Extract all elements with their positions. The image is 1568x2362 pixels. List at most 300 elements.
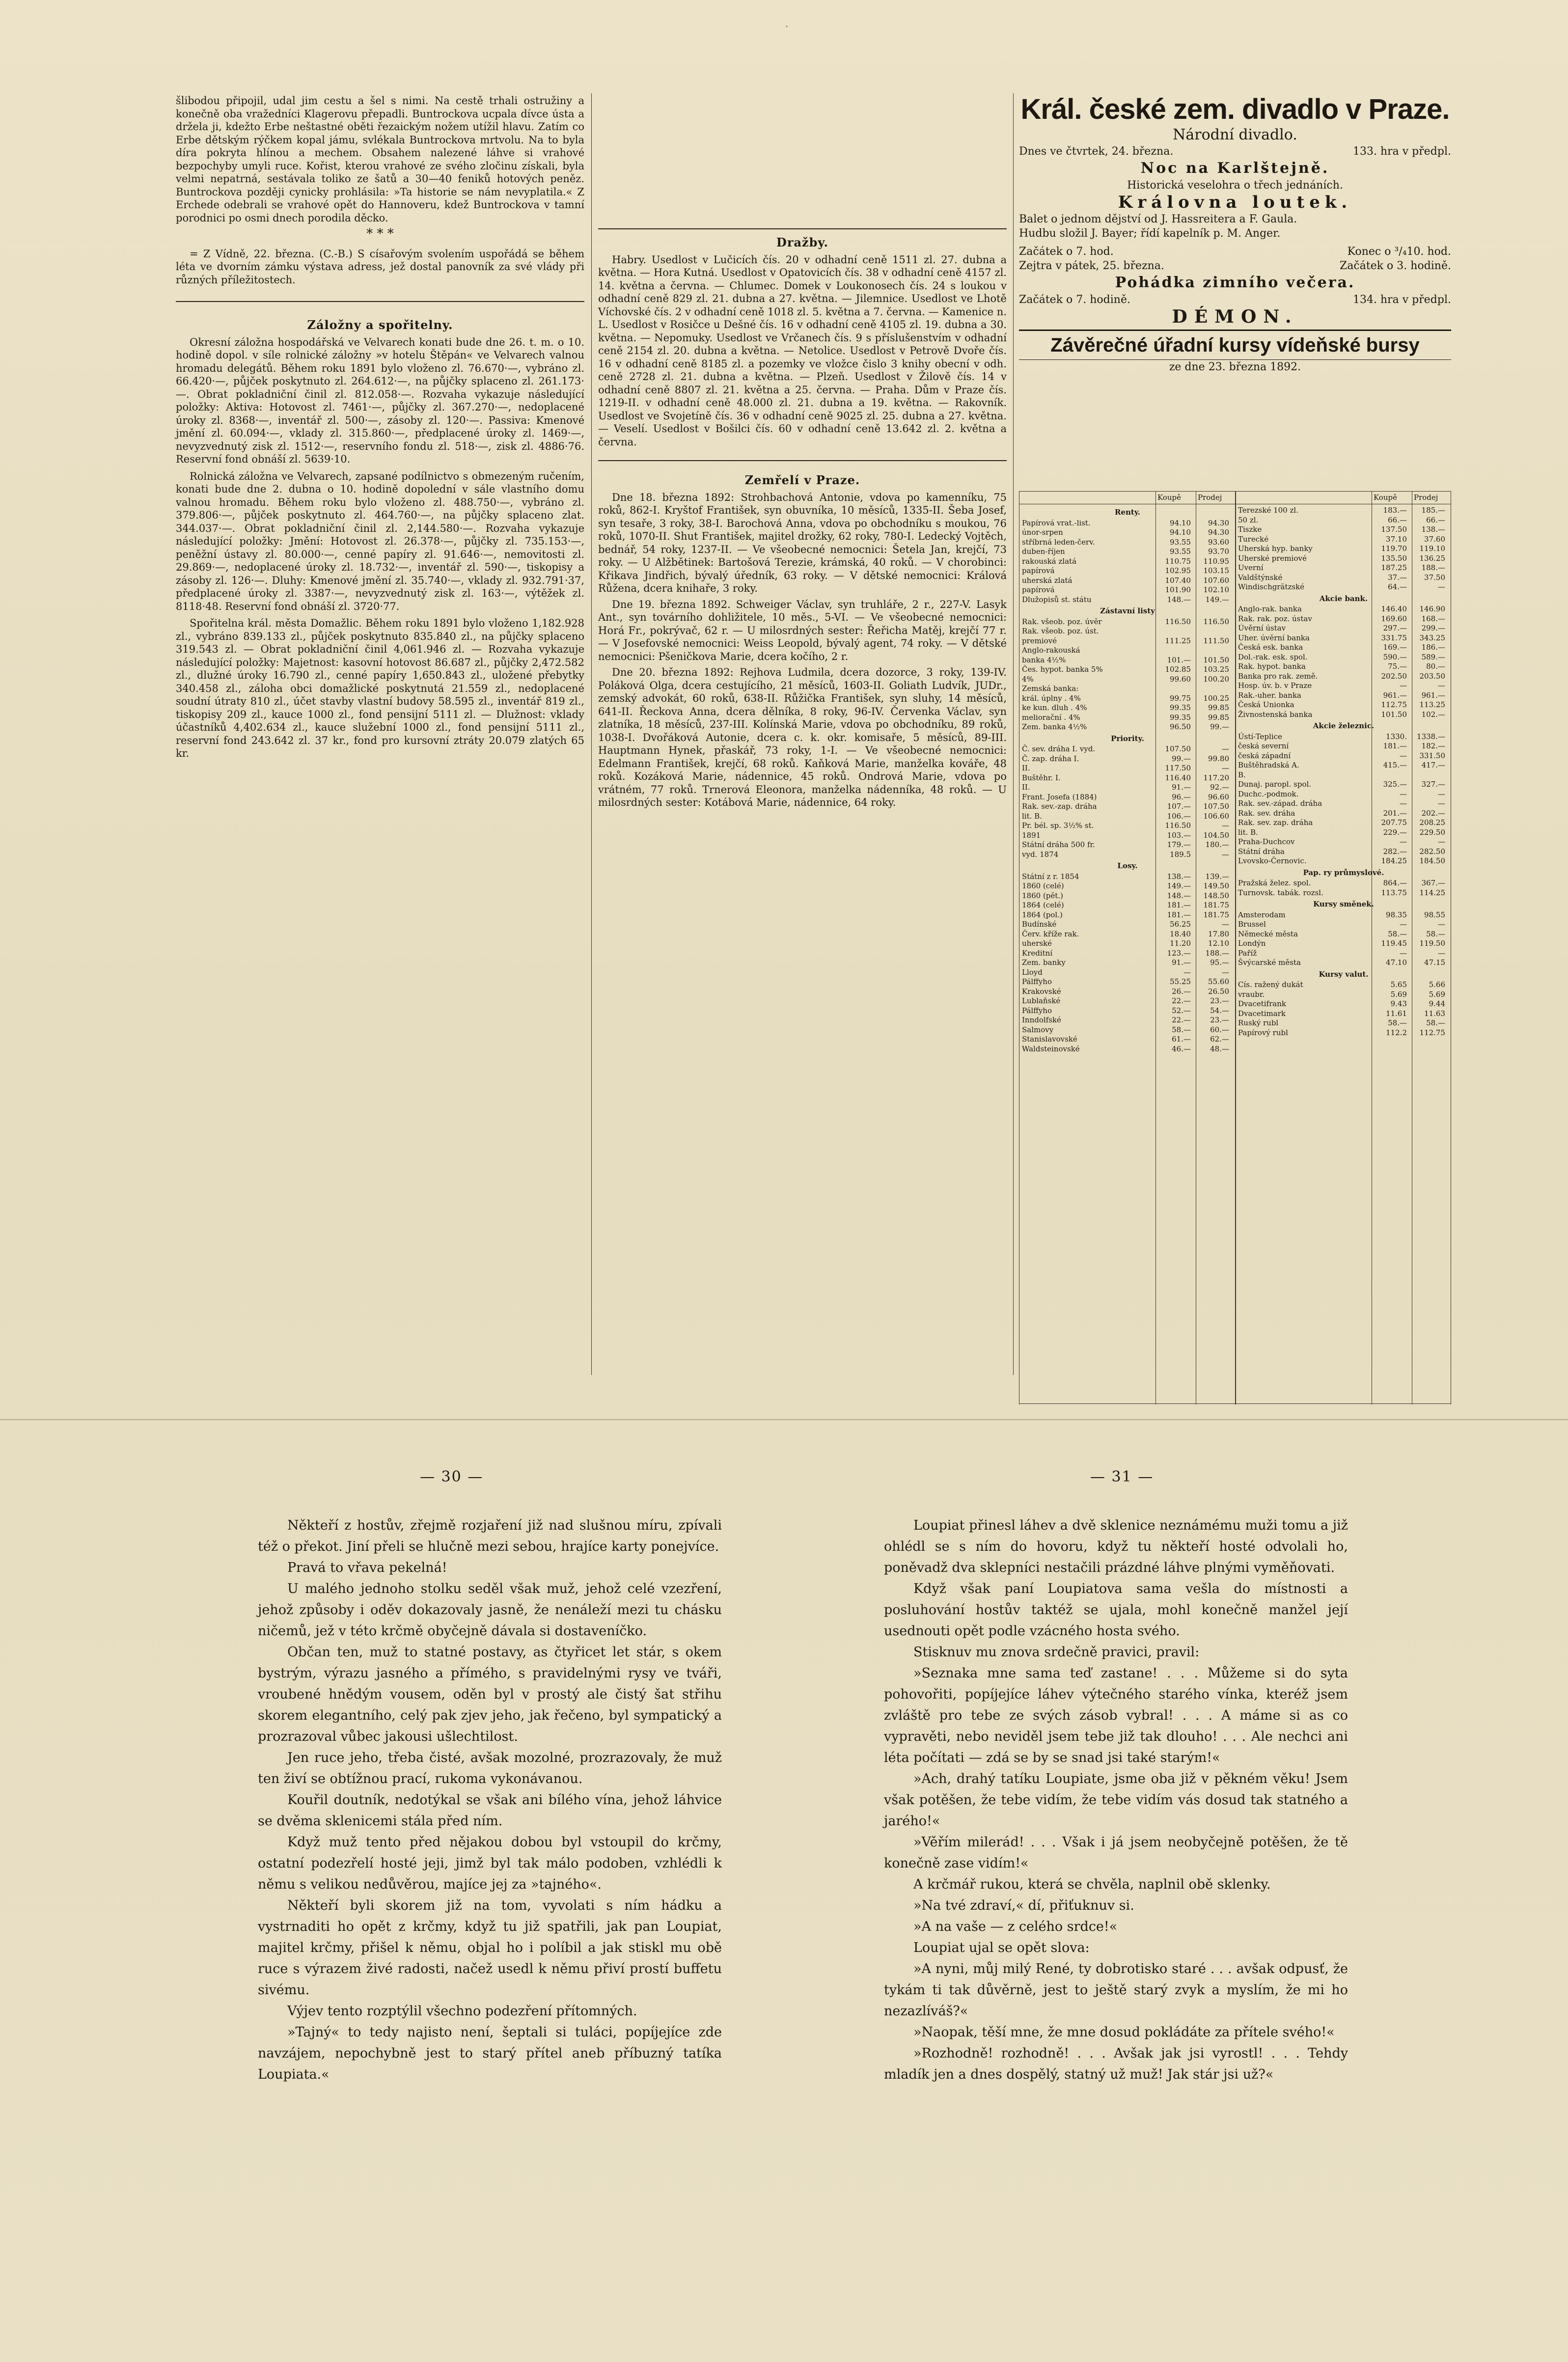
buy-price: 58.— — [1388, 1018, 1407, 1027]
buy-price: — — [1400, 789, 1407, 798]
bourse-row — [1022, 656, 1233, 665]
buy-price: 181.— — [1167, 901, 1191, 909]
sell-price: — — [1222, 850, 1229, 859]
sell-price: — — [1438, 681, 1445, 690]
buy-price: 26.— — [1172, 987, 1191, 996]
bourse-row — [1022, 977, 1233, 987]
sell-price: — — [1438, 948, 1445, 958]
sell-price: 96.60 — [1208, 792, 1229, 801]
bourse-row — [1238, 614, 1449, 624]
sell-price: 11.63 — [1424, 1009, 1445, 1018]
sell-price: — — [1222, 764, 1229, 772]
security-name: meliorační . 4% — [1022, 713, 1080, 722]
security-name: Uherská hyp. banky — [1238, 544, 1313, 553]
security-name: vraubr. — [1238, 989, 1265, 999]
bourse-row — [1022, 802, 1233, 812]
story-right-page — [884, 1515, 1348, 2085]
story-paragraph: Když však paní Loupiatova sama vešla do místnosti a posluhování hostův taktéž se ujala, mohl konečně manžel její usednouti opět podle vzácného hosta svého. — [884, 1581, 1348, 1639]
section-separator: * * * — [366, 226, 394, 241]
buy-price: 55.25 — [1170, 977, 1191, 986]
bourse-section-heading: Akcie bank. — [1319, 594, 1368, 603]
buy-price: 99.35 — [1170, 713, 1191, 722]
sell-price: 60.— — [1210, 1025, 1229, 1034]
buy-price: 111.25 — [1165, 636, 1191, 645]
buy-price: 184.25 — [1381, 856, 1407, 865]
bourse-row — [1238, 888, 1449, 898]
security-name: Terezské 100 zl. — [1238, 506, 1298, 515]
security-name: Amsterodam — [1238, 910, 1286, 919]
security-name: lit. B. — [1022, 811, 1042, 821]
sell-price: 299.— — [1421, 624, 1445, 632]
buy-price: 135.50 — [1381, 553, 1407, 563]
play-description-2b: Hudbu složil J. Bayer; řídí kapelník p. M. Anger. — [1019, 227, 1281, 240]
buy-price: 61.— — [1172, 1035, 1191, 1044]
sell-price: 186.— — [1421, 643, 1445, 652]
security-name: Uherské premiové — [1238, 553, 1307, 563]
security-name: Rak. sev.-západ. dráha — [1238, 799, 1322, 808]
divider — [598, 228, 1007, 229]
bourse-row — [1022, 557, 1233, 567]
sell-price — [1191, 646, 1229, 656]
bourse-row — [1022, 850, 1233, 860]
evening-start: Začátek o 7. hodině. — [1019, 294, 1130, 306]
theatre-subtitle: Národní divadlo. — [1173, 126, 1297, 143]
buy-price: 93.55 — [1170, 547, 1191, 556]
bourse-row — [1238, 751, 1449, 761]
bourse-row — [1022, 939, 1233, 949]
security-name: Rak. všeob. poz. úvěr — [1022, 617, 1102, 626]
security-name: 50 zl. — [1238, 515, 1259, 524]
performance-number-2: 134. hra v předpl. — [1352, 294, 1451, 306]
divider — [176, 301, 584, 302]
buy-price: 202.50 — [1381, 671, 1407, 681]
bourse-row — [1022, 773, 1233, 783]
sell-price: 62.— — [1210, 1035, 1229, 1044]
bourse-row — [1022, 996, 1233, 1006]
bourse-row — [1238, 856, 1449, 866]
sell-price: 9.44 — [1429, 999, 1445, 1008]
sell-price: — — [1222, 967, 1229, 977]
security-name: Zem. banka 4½% — [1022, 722, 1087, 731]
sell-price: 58.— — [1426, 1018, 1445, 1027]
sell-price: 188.— — [1421, 563, 1445, 572]
bourse-row — [1238, 1018, 1449, 1028]
security-name: Živnostenská banka — [1238, 710, 1313, 719]
buy-price: 590.— — [1383, 652, 1407, 661]
security-name: premiové — [1022, 636, 1057, 645]
sell-price: 146.90 — [1419, 604, 1445, 613]
buy-price: 107.40 — [1165, 576, 1191, 585]
end-time: Konec o ³/₄10. hod. — [1347, 246, 1451, 258]
security-name: Česká esk. banka — [1238, 643, 1303, 652]
buy-price: — — [1400, 920, 1407, 929]
buy-price: 187.25 — [1381, 563, 1407, 572]
bourse-date: ze dne 23. března 1892. — [1169, 361, 1301, 373]
sell-price: 589.— — [1421, 652, 1445, 661]
bourse-row — [1238, 999, 1449, 1009]
story-left-page — [258, 1515, 722, 2085]
buy-price — [1370, 770, 1407, 780]
bourse-row — [1238, 624, 1449, 633]
security-name: Dlužopisů st. státu — [1022, 595, 1092, 604]
bourse-row — [1022, 968, 1233, 978]
sell-price: 17.80 — [1208, 929, 1229, 938]
security-name: uherská zlatá — [1022, 576, 1073, 585]
buy-price: — — [1400, 948, 1407, 958]
buy-price: 98.35 — [1386, 910, 1407, 919]
buy-price: 102.95 — [1165, 566, 1191, 575]
security-name: stříbrná leden-červ. — [1022, 537, 1095, 547]
bourse-row — [1238, 879, 1449, 888]
bourse-row — [1238, 837, 1449, 847]
sell-price: 58.— — [1426, 929, 1445, 938]
sell-price: 168.— — [1421, 614, 1445, 623]
sell-price: 12.10 — [1208, 939, 1229, 948]
security-name: papírová — [1022, 585, 1055, 594]
tomorrow-line — [1019, 259, 1451, 273]
buy-price: 11.61 — [1386, 1009, 1407, 1018]
bourse-row — [1022, 930, 1233, 939]
buy-price: 103.— — [1167, 830, 1191, 840]
evening-line — [1019, 293, 1451, 307]
story-paragraph: »Věřím milerád! . . . Však i já jsem neobyčejně potěšen, že tě konečně zase vidím!« — [884, 1835, 1348, 1871]
theatre-listing — [1019, 93, 1451, 374]
buy-price: 46.— — [1172, 1044, 1191, 1053]
bourse-row — [1238, 809, 1449, 819]
security-name: Pr. bél. sp. 3½% st. — [1022, 821, 1094, 830]
column-rule — [1013, 93, 1014, 1375]
buy-price: 1330. — [1386, 732, 1407, 741]
sell-price: 202.— — [1421, 808, 1445, 818]
story-paragraph: »Naopak, těší mne, že mne dosud pokládáte za přítele svého!« — [913, 2025, 1335, 2040]
security-name: Státní z r. 1854 — [1022, 872, 1079, 881]
story-paragraph: U malého jednoho stolku seděl však muž, jehož celé vzezření, jehož způsoby i oděv dokazovaly jasně, že nenáleží mezi tu chásku ničemů, jež v této krčmě obyčejně dávala si dostaveníčko. — [258, 1581, 722, 1639]
bourse-row — [1238, 563, 1449, 573]
bourse-section-heading: Zástavní listy — [1100, 606, 1155, 615]
sell-price: 139.— — [1205, 872, 1229, 881]
buy-price: 282.— — [1383, 847, 1407, 856]
sell-price — [1191, 684, 1229, 694]
buy-price: 99.35 — [1170, 703, 1191, 712]
bourse-row — [1238, 910, 1449, 920]
bourse-row — [1022, 744, 1233, 754]
security-name: 1860 (celé) — [1022, 881, 1064, 890]
sell-price: 110.95 — [1203, 556, 1229, 566]
buy-price: 146.40 — [1381, 604, 1407, 613]
sell-price: 100.20 — [1203, 674, 1229, 684]
play-description-1: Historická veselohra o třech jednáních. — [1127, 179, 1343, 192]
story-paragraph: »A nyni, můj milý René, ty dobrotisko staré . . . avšak odpusť, že tykám ti tak důvěrně, jest to ještě starý zvyk a myslím, že mi ho nezazlíváš?« — [884, 1961, 1348, 2019]
buy-price: 52.— — [1172, 1006, 1191, 1015]
buy-price: 101.90 — [1165, 585, 1191, 594]
deaths-march-19: Dne 19. března 1892. Schweiger Václav, syn truhláře, 2 r., 227-V. Lasyk Ant., syn továrního dohližitele, 10 měs., 5-VI. — Ve všeobecné nemocnici: Horá Fr., pokrývač, 62 r. — U milosrdných sester: Řeřicha Matěj, krejčí 77 r. — V Josefovské nemocnici: Weiss Leopold, bývalý agent, 74 roky. — V dětské nemocnici: Pšeničkova Marie, dcera kočího, 2 r. — [598, 598, 1007, 662]
buy-price: 99.— — [1172, 754, 1191, 763]
security-name: Rak. sev. dráha — [1238, 808, 1295, 818]
sell-price: — — [1438, 837, 1445, 846]
table-rule — [1235, 491, 1236, 1404]
sell-price: 116.50 — [1203, 617, 1229, 626]
bourse-row — [1238, 653, 1449, 662]
sell-price: — — [1222, 821, 1229, 830]
performance-number: 133. hra v předpl. — [1352, 145, 1451, 158]
buy-price: 94.10 — [1170, 528, 1191, 537]
bourse-row — [1238, 780, 1449, 790]
bourse-row — [1238, 643, 1449, 653]
sell-price: — — [1222, 744, 1229, 753]
sell-price: — — [1438, 799, 1445, 808]
sell-price: 102.10 — [1203, 585, 1229, 594]
bourse-row — [1238, 1009, 1449, 1019]
play-description-2a: Balet o jednom dějství od J. Hassreitera a F. Gaula. — [1019, 213, 1297, 225]
security-name: česká západní — [1238, 751, 1291, 760]
security-name: Frant. Josefa (1884) — [1022, 792, 1097, 801]
security-name: Tiszke — [1238, 525, 1262, 534]
bourse-row — [1022, 566, 1233, 576]
security-name: Waldsteinovské — [1022, 1044, 1080, 1053]
sell-price: 47.15 — [1424, 958, 1445, 967]
security-name: banka 4½% — [1022, 655, 1066, 664]
heading-auctions: Dražby. — [776, 235, 828, 249]
page-number-right: — 31 — — [1090, 1468, 1154, 1485]
security-name: Krakovské — [1022, 987, 1061, 996]
sell-price: 100.25 — [1203, 693, 1229, 703]
page-fold — [0, 1419, 1568, 1420]
page-number-left: — 30 — — [420, 1468, 484, 1485]
bourse-row — [1022, 1044, 1233, 1054]
buy-price: 102.85 — [1165, 665, 1191, 674]
story-paragraph: Někteří byli skorem již na tom, vyvolati s ním hádku a vystrnaditi ho opět z krčmy, když tu již spatřili, jak pan Loupiat, majitel krčmy, přišel k němu, objal ho i políbil a jak stiskl mu obě ruce s výrazem živé radosti, načež usedl k němu přiví prostí buffetu sivému. — [258, 1898, 722, 1998]
buy-price: 96.50 — [1170, 722, 1191, 731]
play-title-4: DÉMON. — [1172, 306, 1298, 327]
security-name: Červ. kříže rak. — [1022, 929, 1079, 938]
sell-price: 106.60 — [1203, 811, 1229, 821]
bourse-section-heading: Renty. — [1114, 508, 1141, 517]
security-name: Budínské — [1022, 920, 1057, 929]
buy-price: 181.— — [1383, 742, 1407, 750]
play-title-1: Noc na Karlštejně. — [1140, 160, 1330, 177]
sell-price: 37.50 — [1424, 573, 1445, 582]
security-name: Č. zap. dráha I. — [1022, 754, 1079, 763]
col-sell-label-right: Prodej — [1414, 493, 1438, 502]
bourse-row — [1022, 675, 1233, 685]
carryover-space — [598, 94, 1007, 224]
sell-price: 104.50 — [1203, 830, 1229, 840]
bourse-row — [1238, 604, 1449, 614]
security-name: Uher. úvěrní banka — [1238, 633, 1310, 642]
bourse-row — [1022, 519, 1233, 528]
security-name: Uverní — [1238, 563, 1264, 572]
sell-price: 5.66 — [1429, 980, 1445, 989]
buy-price: 183.— — [1383, 506, 1407, 515]
security-name: Lvovsko-Černovic. — [1238, 856, 1307, 865]
sell-price — [1407, 770, 1445, 780]
sell-price: 149.50 — [1203, 881, 1229, 890]
security-name: Rak.-uher. banka — [1238, 690, 1302, 700]
sell-price: 208.25 — [1419, 818, 1445, 827]
buy-price: 75.— — [1388, 662, 1407, 671]
bourse-row — [1238, 732, 1449, 742]
security-name: 1864 (pol.) — [1022, 910, 1063, 919]
buy-price: 116.40 — [1165, 773, 1191, 782]
sell-price: 961.— — [1421, 690, 1445, 700]
bourse-row — [1238, 990, 1449, 1000]
bourse-row — [1022, 910, 1233, 920]
buy-price: 5.65 — [1390, 980, 1407, 989]
bourse-table — [1019, 491, 1451, 1404]
buy-price: 9.43 — [1390, 999, 1407, 1008]
sell-price: 136.25 — [1419, 553, 1445, 563]
bourse-row — [1238, 506, 1449, 516]
sell-price: 181.75 — [1203, 901, 1229, 909]
sell-price: 26.50 — [1208, 987, 1229, 996]
buy-price: 99.60 — [1170, 674, 1191, 684]
sell-price — [1191, 627, 1229, 636]
bourse-row — [1238, 633, 1449, 643]
sell-price: 138.— — [1421, 525, 1445, 534]
buy-price: 112.2 — [1386, 1028, 1407, 1037]
security-name: Windischgrätzské — [1238, 582, 1305, 591]
sell-price: 107.60 — [1203, 576, 1229, 585]
bourse-row — [1238, 710, 1449, 720]
bourse-row — [1022, 949, 1233, 959]
bourse-row — [1022, 1006, 1233, 1016]
bourse-row — [1238, 930, 1449, 939]
story-paragraph: »Tajný« to tedy najisto není, šeptali si tuláci, popíjejíce zde navzájem, nepochybně jest to starý přítel aneb příbuzný tatíka Loupiata.« — [258, 2025, 722, 2082]
buy-price — [1154, 684, 1191, 694]
sell-price: 184.50 — [1419, 856, 1445, 865]
start-time: Začátek o 7. hod. — [1019, 246, 1114, 258]
bourse-row — [1238, 681, 1449, 691]
bourse-row — [1022, 831, 1233, 841]
buy-price: 415.— — [1383, 761, 1407, 769]
security-name: únor-srpen — [1022, 528, 1063, 537]
bourse-row — [1238, 958, 1449, 968]
security-name: Salmovy — [1022, 1025, 1054, 1034]
story-paragraph: A krčmář rukou, která se chvěla, naplnil obě sklenky. — [913, 1877, 1271, 1892]
security-name: lit. B. — [1238, 827, 1258, 837]
tomorrow-start: Začátek o 3. hodině. — [1340, 260, 1451, 272]
sell-price: 327.— — [1421, 780, 1445, 789]
sell-price: 112.75 — [1419, 1028, 1445, 1037]
buy-price: — — [1400, 837, 1407, 846]
buy-price: 64.— — [1388, 582, 1407, 591]
security-name: Papírový rubl — [1238, 1028, 1288, 1037]
bourse-row — [1022, 1016, 1233, 1025]
velvary-report-1: Okresní záložna hospodářská ve Velvarech konati bude dne 26. t. m. o 10. hodině dopol. v síle rolnické záložny »v hotelu Štěpán« ve Velvarech valnou hromadu delegátů. Během roku 1891 bylo vloženo zl. 76.670·—, vybráno zl. 66.420·—, půjček poskytnuto zl. 264.612·—, na půjčky splaceno zl. 261.173·—. Obrat pokladniční činil zl. 812.058·—. Rozvaha vykazuje následující položky: Aktiva: Hotovost zl. 7461·—, půjčky zl. 367.270·—, nedoplacené úroky zl. 8368·—, inventář zl. 500·—, zásoby zl. 120·—. Passiva: Kmenové jmění zl. 60.094·—, vklady zl. 315.860·—, předplacené úroky zl. 1469·—, nevyzvednutý zisk zl. 1512·—, reservního fondu zl. 518·—, zisk zl. 4886·76. Reservní fond obnáší zl. 5639·10. — [176, 336, 584, 465]
buy-price: 148.— — [1167, 595, 1191, 604]
security-name: Hosp. úv. b. v Praze — [1238, 681, 1312, 690]
security-name: Praha-Duchcov — [1238, 837, 1295, 846]
story-paragraph: »Rozhodně! rozhodně! . . . Avšak jak jsi vyrostl! . . . Tehdy mladík jen a dnes dospělý, statný už muž! Jak stár jsi už?« — [884, 2046, 1348, 2082]
bourse-row — [1238, 700, 1449, 710]
bourse-row — [1238, 691, 1449, 701]
buy-price: 37.— — [1388, 573, 1407, 582]
buy-price — [1154, 627, 1191, 636]
bourse-row — [1022, 793, 1233, 802]
buy-price: 47.10 — [1386, 958, 1407, 967]
story-paragraph: Kouřil doutník, nedotýkal se však ani bílého vína, jehož láhvice se dvěma sklenicemi stála před ním. — [258, 1792, 722, 1829]
buy-price: — — [1400, 751, 1407, 760]
sell-price: 94.30 — [1208, 528, 1229, 537]
buy-price: 325.— — [1383, 780, 1407, 789]
bourse-row — [1238, 672, 1449, 682]
buy-price: 107.— — [1167, 802, 1191, 811]
sell-price: 80.— — [1426, 662, 1445, 671]
tomorrow-date: Zejtra v pátek, 25. března. — [1019, 260, 1164, 272]
buy-price: 93.55 — [1170, 537, 1191, 547]
buy-price — [1154, 646, 1191, 656]
bourse-row — [1238, 582, 1449, 592]
sell-price: 188.— — [1205, 948, 1229, 958]
buy-price: 101.— — [1167, 655, 1191, 664]
security-name: Státní dráha — [1238, 847, 1285, 856]
bourse-row — [1238, 544, 1449, 554]
column-one — [176, 94, 584, 760]
buy-price: 91.— — [1172, 783, 1191, 792]
bourse-row — [1238, 790, 1449, 799]
bourse-row — [1022, 958, 1233, 968]
bourse-row — [1238, 949, 1449, 959]
sell-price: 343.25 — [1419, 633, 1445, 642]
security-name: Dvacetimark — [1238, 1009, 1286, 1018]
bourse-row — [1022, 636, 1233, 646]
sell-price: 107.50 — [1203, 802, 1229, 811]
buy-price: 106.— — [1167, 811, 1191, 821]
bourse-row — [1238, 554, 1449, 564]
security-name: Rak. rak. poz. ústav — [1238, 614, 1312, 623]
security-name: Česká Unionka — [1238, 700, 1294, 709]
buy-price: 117.50 — [1165, 764, 1191, 772]
security-name: Inndolfské — [1022, 1016, 1061, 1024]
buy-price: 66.— — [1388, 515, 1407, 524]
sell-price: 282.50 — [1419, 847, 1445, 856]
sell-price: 102.— — [1421, 710, 1445, 719]
play-title-3: Pohádka zimního večera. — [1115, 274, 1355, 291]
bourse-section-heading: Kursy valut. — [1319, 969, 1369, 979]
security-name: Dol.-rak. esk. spol. — [1238, 652, 1308, 661]
auctions-list: Habry. Usedlost v Lučicích čís. 20 v odhadní ceně 1511 zl. 27. dubna a května. — Hora Kutná. Usedlost v Opatovicích čís. 38 v odhadní ceně 4157 zl. 14. května a června. — Chlumec. Domek v Loukonosech čís. 24 s loukou v odhadní ceně 829 zl. 21. dubna a 27. května. — Jilemnice. Usedlost ve Lhotě Víchovské čís. 2 v odhadní ceně 1018 zl. 5. května a 7. června. — Kamenice n. L. Usedlost v Rosičce u Dešné čís. 16 v odhadní ceně 4105 zl. 19. dubna a 30. května. — Nepomuky. Usedlost ve Vrčanech čís. 9 s příslušenstvím v odhadní ceně 2154 zl. 20. dubna a května. — Netolice. Usedlost v Petrově Dvoře čís. 16 v odhadní ceně 8185 zl. a pozemky ve vložce čislo 3 knihy obecní v odh. ceně 2728 zl. 21. dubna a května. — Plzeň. Usedlost v Žilově čís. 14 v odhadní ceně 8807 zl. 21. května a 25. června. — Praha. Dům v Praze čís. 1219-II. v odhadní ceně 48.000 zl. 21. dubna a 19. května. — Rakovník. Usedlost ve Svojetíně čís. 36 v odhadní ceně 9025 zl. 25. dubna a 27. května. — Veselí. Usedlost v Bošilci čís. 60 v odhadní ceně 13.642 zl. 2. května a června. — [598, 253, 1007, 448]
sell-price: 101.50 — [1203, 655, 1229, 664]
buy-price: 56.25 — [1170, 920, 1191, 929]
buy-price: 189.5 — [1170, 850, 1191, 859]
security-name: Pražská želez. spol. — [1238, 879, 1311, 887]
security-name: Č. sev. dráha I. vyd. — [1022, 744, 1096, 753]
bourse-left-list — [1022, 506, 1233, 1054]
program-line — [1019, 144, 1451, 159]
sell-price: 54.— — [1210, 1006, 1229, 1015]
security-name: Anglo-rak. banka — [1238, 604, 1302, 613]
bourse-row — [1022, 881, 1233, 891]
security-name: II. — [1022, 783, 1030, 792]
col-buy-label-left: Koupě — [1157, 493, 1181, 502]
sell-price: 114.25 — [1419, 888, 1445, 897]
bourse-row — [1022, 764, 1233, 773]
bourse-row — [1022, 547, 1233, 557]
bourse-row — [1238, 770, 1449, 780]
bourse-row — [1022, 987, 1233, 997]
deaths-march-18: Dne 18. března 1892: Strohbachová Antonie, vdova po kamenníku, 75 roků, 862-I. Kryštof František, syn obuvníka, 10 měsíců, 1335-II. Šeba Josef, syn tesaře, 3 roky, 38-I. Barochová Anna, vdova po obchodníku s moukou, 76 roků, 1070-II. Shut František, majitel drožky, 62 roky, 780-I. Ledecký Vojtěch, bednář, 54 roky, 1237-II. — Ve všeobecné nemocnici: Šetela Jan, krejčí, 73 roky. — U Alžbětinek: Bartošová Terezie, krámská, 40 roků. — V chorobinci: Křikava Jindřich, bývalý úředník, 63 roky. — V dětské nemocnici: Králová Růžena, dcera knihaře, 3 roky. — [598, 491, 1007, 594]
security-name: Turnovsk. tabák. rozsl. — [1238, 888, 1323, 897]
security-name: česká severní — [1238, 742, 1289, 750]
bourse-row — [1238, 662, 1449, 672]
story-paragraph: »Na tvé zdraví,« dí, přiťuknuv si. — [913, 1898, 1134, 1913]
sell-price: 148.50 — [1203, 891, 1229, 900]
bourse-row — [1238, 761, 1449, 770]
bourse-row — [1022, 812, 1233, 822]
security-name: rakouská zlatá — [1022, 556, 1077, 566]
sell-price: 117.20 — [1203, 773, 1229, 782]
story-paragraph: Jen ruce jeho, třeba čisté, avšak mozolné, prozrazovaly, že muž ten živí se obtížnou prací, rukoma vykonávanou. — [258, 1750, 722, 1786]
